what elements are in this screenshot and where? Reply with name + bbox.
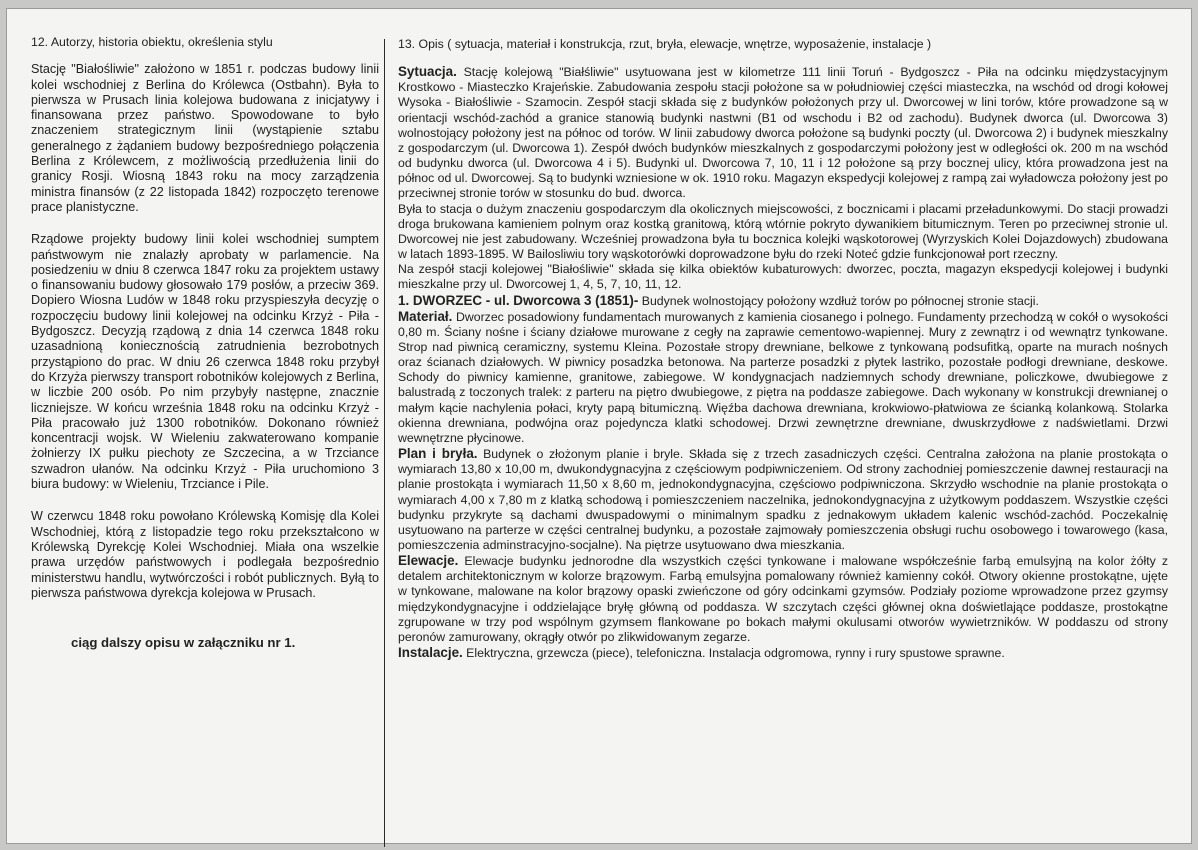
column-divider xyxy=(384,39,385,847)
material-label: Materiał. xyxy=(398,308,453,324)
dworzec-paragraph xyxy=(398,293,1168,309)
continuation-note: ciąg dalszy opisu w załączniku nr 1. xyxy=(71,635,296,651)
sytuacja-label: Sytuacja. xyxy=(398,64,457,80)
document-sheet xyxy=(6,8,1192,844)
instalacje-text: Elektryczna, grzewcza (piece), telefoniczna. Instalacja odgromowa, rynny i rury spustowe sprawne. xyxy=(462,646,1005,661)
sytuacja-paragraph xyxy=(398,64,1168,201)
material-paragraph xyxy=(398,309,1168,446)
elewacje-paragraph xyxy=(398,553,1168,645)
plan-text: Budynek o złożonym planie i bryle. Składa się z trzech zasadniczych części. Centralna założona na planie prostokąta o wymiarach 13,80 x 10,00 m, dwukondygnacyjna z częściowym podpiwniczeniem. Od strony zachodniej pomieszczenie dawnej restauracji na planie prostokąta i wymiarach 11,50 x 8,60 m, jednokondygnacyjna, częściowo podpiwniczona. Skrzydło wschodnie na planie prostokąta o wymiarach 4,00 x 7,80 m z klatką schodową i pomieszczeniem naczelnika, jednokondygnacyjna z użytkowym poddaszem. Wszystkie części budynku przykryte są dachami dwuspadowymi o minimalnym spadku z jednakowym układem kalenic wschód-zachód. Poczekalnię usytuowano na parterze w części centralnej budynku, a pozostałe zajmowały pomieszczenia obsługi ruchu osobowego i towarowego (kasa, pomieszczenia adminstracyjno-socjalne). Na piętrze usytuowano dwa mieszkania. xyxy=(398,447,1168,552)
history-heading: 12. Autorzy, historia obiektu, określenia stylu xyxy=(31,35,273,49)
material-text: Dworzec posadowiony fundamentach murowanych z kamienia ciosanego i polnego. Fundamenty przechodzą w cokół o wysokości 0,80 m. Ściany nośne i ściany działowe murowane z cegły na zaprawie cementowo-wapiennej. Mury z zewnątrz i od wewnątrz tynkowane. Strop nad piwnicą ceramiczny, systemu Kleina. Pozostałe stropy drewniane, belkowe z tynkowaną podsufitką, oparte na murach nośnych oraz ścianach działowych. W piwnicy posadzka betonowa. Na parterze posadzki z płytek lastriko, pozostałe podłogi drewniane, deskowe. Schody do piwnicy kamienne, granitowe, zabiegowe. W kondygnacjach nadziemnych schody drewniane, policzkowe, dwubiegowe z balustradą z toczonych tralek: z parteru na piętro dwubiegowe, z piętra na poddasze zabiegowe. Dach wykonany w konstrukcji drewnianej o małym kącie nachylenia połaci, kryty papą bitumiczną. Więźba dachowa drewniana, krokwiowo-płatwiowa ze ścianką kolankową. Stolarka okienna drewniana, podwójna oraz pojedyncza klatki schodowej. Drzwi zewnętrzne drewniane, dwuskrzydłowe z nadświetlami. Drzwi wewnętrzne płycinowe. xyxy=(398,309,1168,445)
history-column xyxy=(31,35,379,650)
dworzec-text: Budynek wolnostojący położony wzdłuż torów po północnej stronie stacji. xyxy=(638,293,1039,308)
plan-label: Plan i bryła. xyxy=(398,446,478,462)
description-heading: 13. Opis ( sytuacja, materiał i konstrukcja, rzut, bryła, elewacje, wnętrze, wyposażenie, instalacje ) xyxy=(398,37,932,51)
history-paragraph: Stację "Białośliwie" założono w 1851 r. podczas budowy linii kolei wschodniej z Berlina do Królewca (Ostbahn). Była to pierwsza w Prusach linia kolejowa budowana z inicjatywy i finansowana przez państwo. Spowodowane to było znaczeniem strategicznym linii (wystąpienie sztabu generalnego z żądaniem budowy bezpośredniego połączenia Berlina z Królewcem, z możliwością przedłużenia linii do granicy Rosji. Wiosną 1843 roku na mocy zarządzenia ministra finansów (z 22 listopada 1842) rozpoczęto terenowe prace planistyczne. xyxy=(31,62,379,214)
instalacje-label: Instalacje. xyxy=(398,645,463,661)
dworzec-label: 1. DWORZEC - ul. Dworcowa 3 (1851)- xyxy=(398,292,639,308)
elewacje-text: Elewacje budynku jednorodne dla wszystkich części tynkowane i malowane współcześnie farbą emulsyjną na kolor żółty z detalem architektonicznym w kolorze brązowym. Farbą emulsyjna pomalowany również kamienny cokół. Otwory okienne prostokątne, ujęte w tynkowane, malowane na kolor brązowy opaski zwieńczone od góry odcinkami gzymsów. Podziały poziome wprowadzone przez gzymsy międzykondygnacyjne i oddzielające bryłę główną od poddasza. W szczytach części głównej okna doświetlające poddasze, prostokątne zgrupowane w trzy pod wspólnym gzymsem flankowane po bokach małymi okulusami otworów wywietrzników. W poddaszu od strony peronów zamurowany, okrągły otwór po zlikwidowanym zegarze. xyxy=(398,554,1168,644)
description-column xyxy=(398,37,1168,661)
history-paragraph: Rządowe projekty budowy linii kolei wschodniej sumptem państwowym nie znalazły aprobaty w parlamencie. Na posiedzeniu w dniu 8 czerwca 1847 roku za projektem ustawy o finansowaniu budowy głosowało 179 posłów, a przeciw 369. Dopiero Wiosna Ludów w 1848 roku przyspieszyła decyzję o rozpoczęciu budowy linii kolejowej na odcinku Krzyż - Piła - Bydgoszcz. Decyzją rządową z dnia 14 czerwca 1848 roku uzasadnioną koniecznością zatrudnienia bezrobotnych przystąpiono do prac. W dniu 26 czerwca 1848 roku przybył do Krzyża pierwszy transport robotników kolejowych z Berlina, w liczbie 200 osób. Po nim przybyły następne, znacznie liczniejsze. W końcu września 1848 roku na odcinku Krzyż - Piła pracowało już 1300 robotników. Dokonano również koncentracji wojsk. W Wieleniu zakwaterowano kompanie żołnierzy IX pułku piechoty ze Szczecina, a w Trzciance szwadron ułanów. Na odcinku Krzyż - Piła uruchomiono 3 biura budowy: w Wieleniu, Trzciance i Pile. xyxy=(31,232,379,492)
plan-paragraph xyxy=(398,446,1168,553)
station-objects-paragraph: Na zespół stacji kolejowej "Białośliwie" składa się kilka obiektów kubaturowych: dworzec, poczta, magazyn ekspedycji kolejowej i budynki mieszkalne przy ul. Dworcowej 1, 4, 5, 7, 10, 11, 12. xyxy=(398,262,1168,292)
instalacje-paragraph xyxy=(398,645,1168,661)
station-significance-paragraph: Była to stacja o dużym znaczeniu gospodarczym dla okolicznych miejscowości, z bocznicami i placami przeładunkowymi. Do stacji prowadzi droga brukowana kamieniem polnym oraz kostką granitową, którą wtórnie pokryto dywanikiem bitumicznym. Teren po przeciwnej stronie ul. Dworcowej nie jest zabudowany. Wcześniej prowadzona była tu bocznica kolejki wąskotorowej (Wyrzyskich Kolei Dojazdowych) zbudowana w latach 1893-1895. W Bailosliwiu tory wąskotorówki doprowadzone byłu do rzeki Noteć gdzie funkcjonował port rzeczny. xyxy=(398,201,1168,262)
elewacje-label: Elewacje. xyxy=(398,553,459,569)
sytuacja-text: Stację kolejową "Białśliwie" usytuowana jest w kilometrze 111 linii Toruń - Bydgoszcz - Piła na odcinku międzystacyjnym Krostkowo - Miasteczko Krajeńskie. Zabudowania zespołu stacji położone sa w południowiej części miasteczka, na wschód od drogi kołowej Wysoka - Białośliwie - Szamocin. Zespół stacji składa się z budynków położonych przy ul. Dworcowej w lini torów, które prowadzone są w orientacji wschód-zachód a granice stanowią budynki nastwni (B1 od wschodu i B2 od zachodu). Budynek dworca (ul. Dworcowa 3) wolnostojący położony jest na północ od torów. W linii zabudowy dworca położone są budynki poczty (ul. Dworcowa 2) i budynek mieszkalny z gospodarczym (ul. Dworcowa 1). Zespół dwóch budynków mieszkalnych z gospodarczymi położony jest w odległości ok. 200 m na wschód od budynku dworca (ul. Dworcowa 4 i 5). Budynki ul. Dworcowa 7, 10, 11 i 12 położone są przy bocznej ulicy, która prowadzona jest na północ od ul. Dworcowej. Są to budynki wzniesione w ok. 1910 roku. Magazyn ekspedycji kolejowej z rampą zai wyładowcza położony jest po przeciwnej stronie torów w stosunku do bud. dworca. xyxy=(398,65,1168,201)
history-paragraph: W czerwcu 1848 roku powołano Królewską Komisję dla Kolei Wschodniej, którą z listopadzie tego roku przekształcono w Królewską Dyrekcję Kolei Wschodniej. Miała ona wszelkie prawa urzędów państwowych i podlegała bezpośrednio ministerstwu handlu, wytwórczości i robót publicznych. Byłą to pierwsza państwowa dyrekcja kolejowa w Prusach. xyxy=(31,509,379,600)
